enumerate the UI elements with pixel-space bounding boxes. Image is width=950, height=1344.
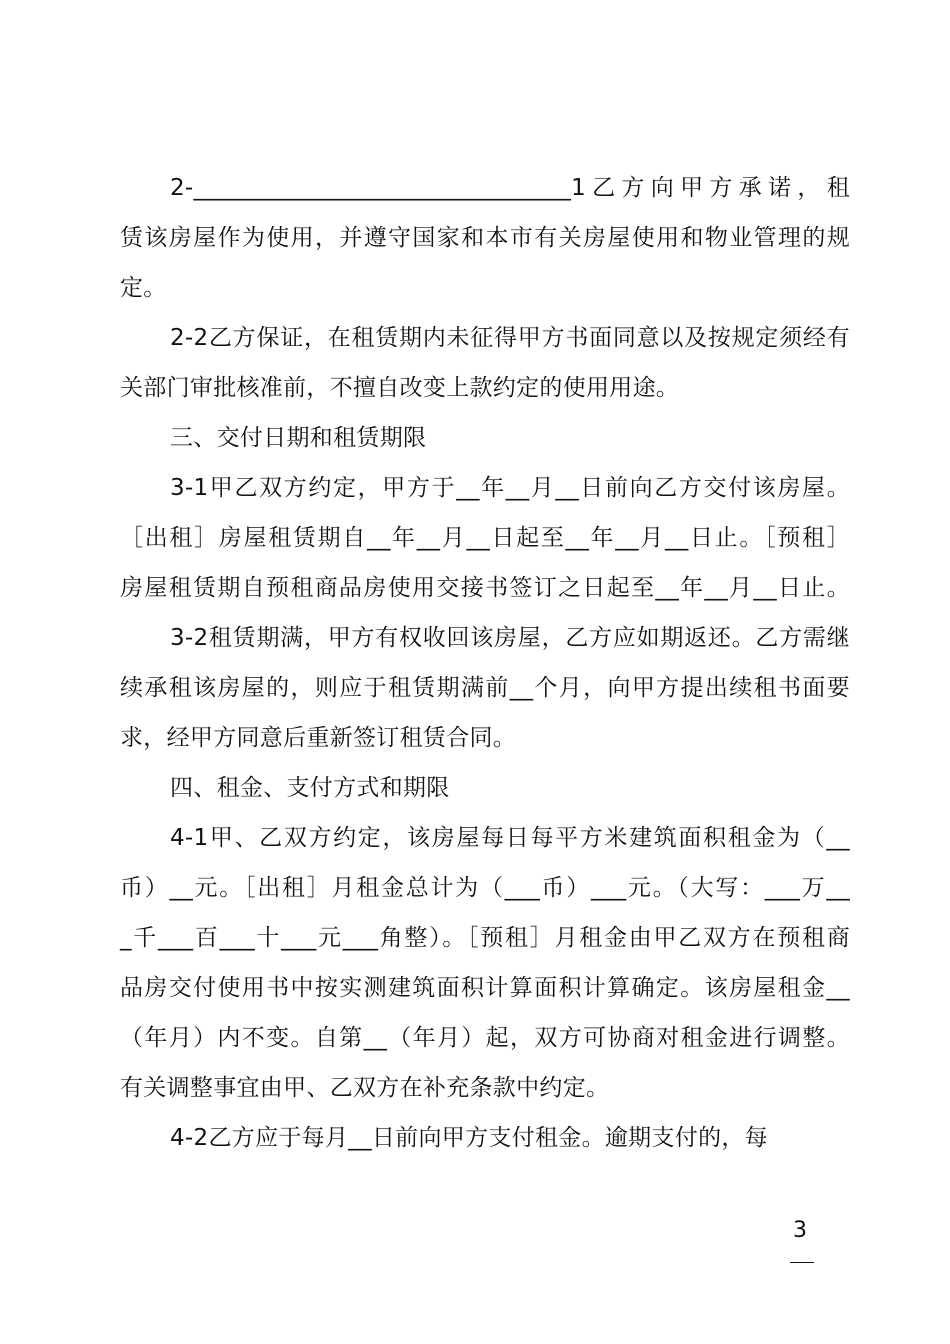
text-line: （年月）内不变。自第__（年月）起，双方可协商对租金进行调整。	[120, 1025, 850, 1051]
text-line: 4-2乙方应于每月__日前向甲方支付租金。逾期支付的，每	[170, 1125, 768, 1151]
text-line: 币）__元。［出租］月租金总计为（___币）___元。（大写：___万__	[120, 875, 850, 901]
text-line: _千___百___十___元___角整）。［预租］月租金由甲乙双方在预租商	[120, 925, 850, 951]
page-number-underline	[790, 1262, 814, 1263]
text-line: 品房交付使用书中按实测建筑面积计算面积计算确定。该房屋租金__	[120, 975, 850, 1001]
page-number: 3	[793, 1218, 807, 1243]
text-line: 续承租该房屋的，则应于租赁期满前__个月，向甲方提出续租书面要	[120, 675, 850, 701]
text-line: 有关调整事宜由甲、乙双方在补充条款中约定。	[120, 1075, 610, 1101]
text-line: ［出租］房屋租赁期自__年__月__日起至__年__月__日止。［预租］	[120, 525, 850, 551]
text-line: 2-2乙方保证，在租赁期内未征得甲方书面同意以及按规定须经有	[170, 325, 850, 351]
text-line: 求，经甲方同意后重新签订租赁合同。	[120, 725, 517, 751]
section-heading: 四、租金、支付方式和期限	[170, 775, 450, 801]
section-heading: 三、交付日期和租赁期限	[170, 425, 427, 451]
text-line: 房屋租赁期自预租商品房使用交接书签订之日起至__年__月__日止。	[120, 575, 850, 601]
text-line: 赁该房屋作为使用，并遵守国家和本市有关房屋使用和物业管理的规	[120, 225, 850, 251]
text-line: 4-1甲、乙双方约定，该房屋每日每平方米建筑面积租金为（__	[170, 825, 850, 851]
text-line: 3-1甲乙双方约定，甲方于__年__月__日前向乙方交付该房屋。	[170, 475, 850, 501]
text-line: 关部门审批核准前，不擅自改变上款约定的使用用途。	[120, 375, 680, 401]
text-line: 3-2租赁期满，甲方有权收回该房屋，乙方应如期返还。乙方需继	[170, 625, 850, 651]
text-line: 2-________________________________1乙方向甲方承诺，租	[170, 175, 850, 201]
text-line: 定。	[120, 275, 167, 301]
